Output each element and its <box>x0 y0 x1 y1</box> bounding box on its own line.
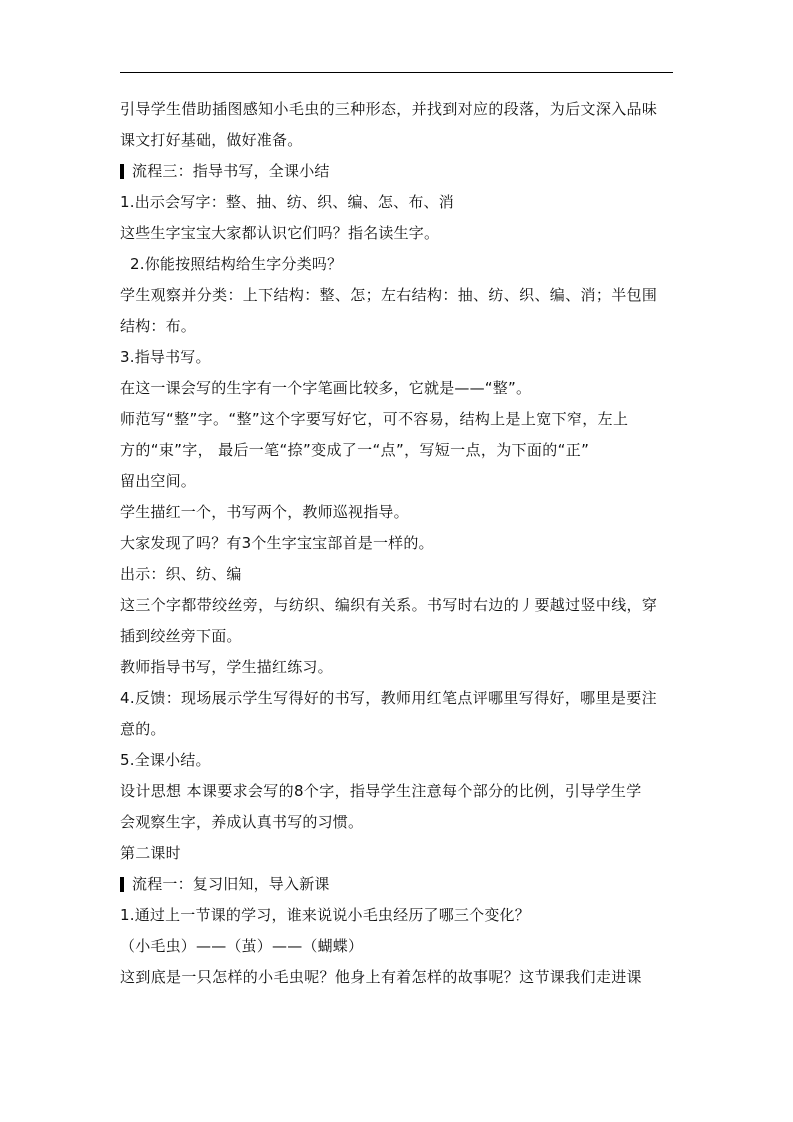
paragraph-line: 大家发现了吗？有3个生字宝宝部首是一样的。 <box>120 534 434 552</box>
paragraph-line: 课文打好基础，做好准备。 <box>120 131 303 149</box>
paragraph-line: 会观察生字，养成认真书写的习惯。 <box>120 813 364 831</box>
paragraph-line: 2.你能按照结构给生字分类吗？ <box>130 255 343 273</box>
section-heading <box>120 156 680 187</box>
paragraph-line: 学生观察并分类：上下结构：整、怎；左右结构：抽、纺、织、编、消；半包围 <box>120 286 658 304</box>
paragraph-line: 方的“束”字， 最后一笔“捺”变成了一“点”，写短一点，为下面的“正” <box>120 441 590 459</box>
paragraph-line: （小毛虫）——（茧）——（蝴蝶） <box>120 937 364 955</box>
paragraph-line: 出示：织、纺、编 <box>120 565 242 583</box>
document-body <box>120 94 680 993</box>
paragraph-line: 第二课时 <box>120 844 181 862</box>
paragraph-line: 设计思想 本课要求会写的8个字，指导学生注意每个部分的比例，引导学生学 <box>120 782 642 800</box>
paragraph-line: 这些生字宝宝大家都认识它们吗？指名读生字。 <box>120 224 440 242</box>
section-marker-icon <box>120 877 124 892</box>
paragraph-line: 5.全课小结。 <box>120 751 211 769</box>
paragraph-line: 4.反馈：现场展示学生写得好的书写，教师用红笔点评哪里写得好，哪里是要注 <box>120 689 657 707</box>
paragraph-line: 留出空间。 <box>120 472 197 490</box>
paragraph-line: 这三个字都带绞丝旁，与纺织、编织有关系。书写时右边的丿要越过竖中线，穿 <box>120 596 658 614</box>
paragraph-line: 师范写“整”字。“整”这个字要写好它，可不容易，结构上是上宽下窄，左上 <box>120 410 629 428</box>
paragraph-line: 在这一课会写的生字有一个字笔画比较多，它就是——“整”。 <box>120 379 532 397</box>
paragraph-line: 这到底是一只怎样的小毛虫呢？他身上有着怎样的故事呢？这节课我们走进课 <box>120 968 642 986</box>
section-marker-icon <box>120 164 124 179</box>
paragraph-line: 插到绞丝旁下面。 <box>120 627 242 645</box>
header-rule <box>120 72 673 73</box>
paragraph-line: 结构：布。 <box>120 317 197 335</box>
paragraph-line: 教师指导书写，学生描红练习。 <box>120 658 333 676</box>
paragraph-line: 1.出示会写字：整、抽、纺、织、编、怎、布、消 <box>120 193 454 211</box>
section-heading <box>120 869 680 900</box>
paragraph-line: 1.通过上一节课的学习，谁来说说小毛虫经历了哪三个变化？ <box>120 906 530 924</box>
paragraph-line: 意的。 <box>120 720 166 738</box>
paragraph-line: 学生描红一个，书写两个，教师巡视指导。 <box>120 503 409 521</box>
paragraph-line: 3.指导书写。 <box>120 348 211 366</box>
section-heading-text: 流程一：复习旧知，导入新课 <box>132 875 330 893</box>
section-heading-text: 流程三：指导书写，全课小结 <box>132 162 330 180</box>
paragraph-line: 引导学生借助插图感知小毛虫的三种形态，并找到对应的段落，为后文深入品味 <box>120 100 658 118</box>
